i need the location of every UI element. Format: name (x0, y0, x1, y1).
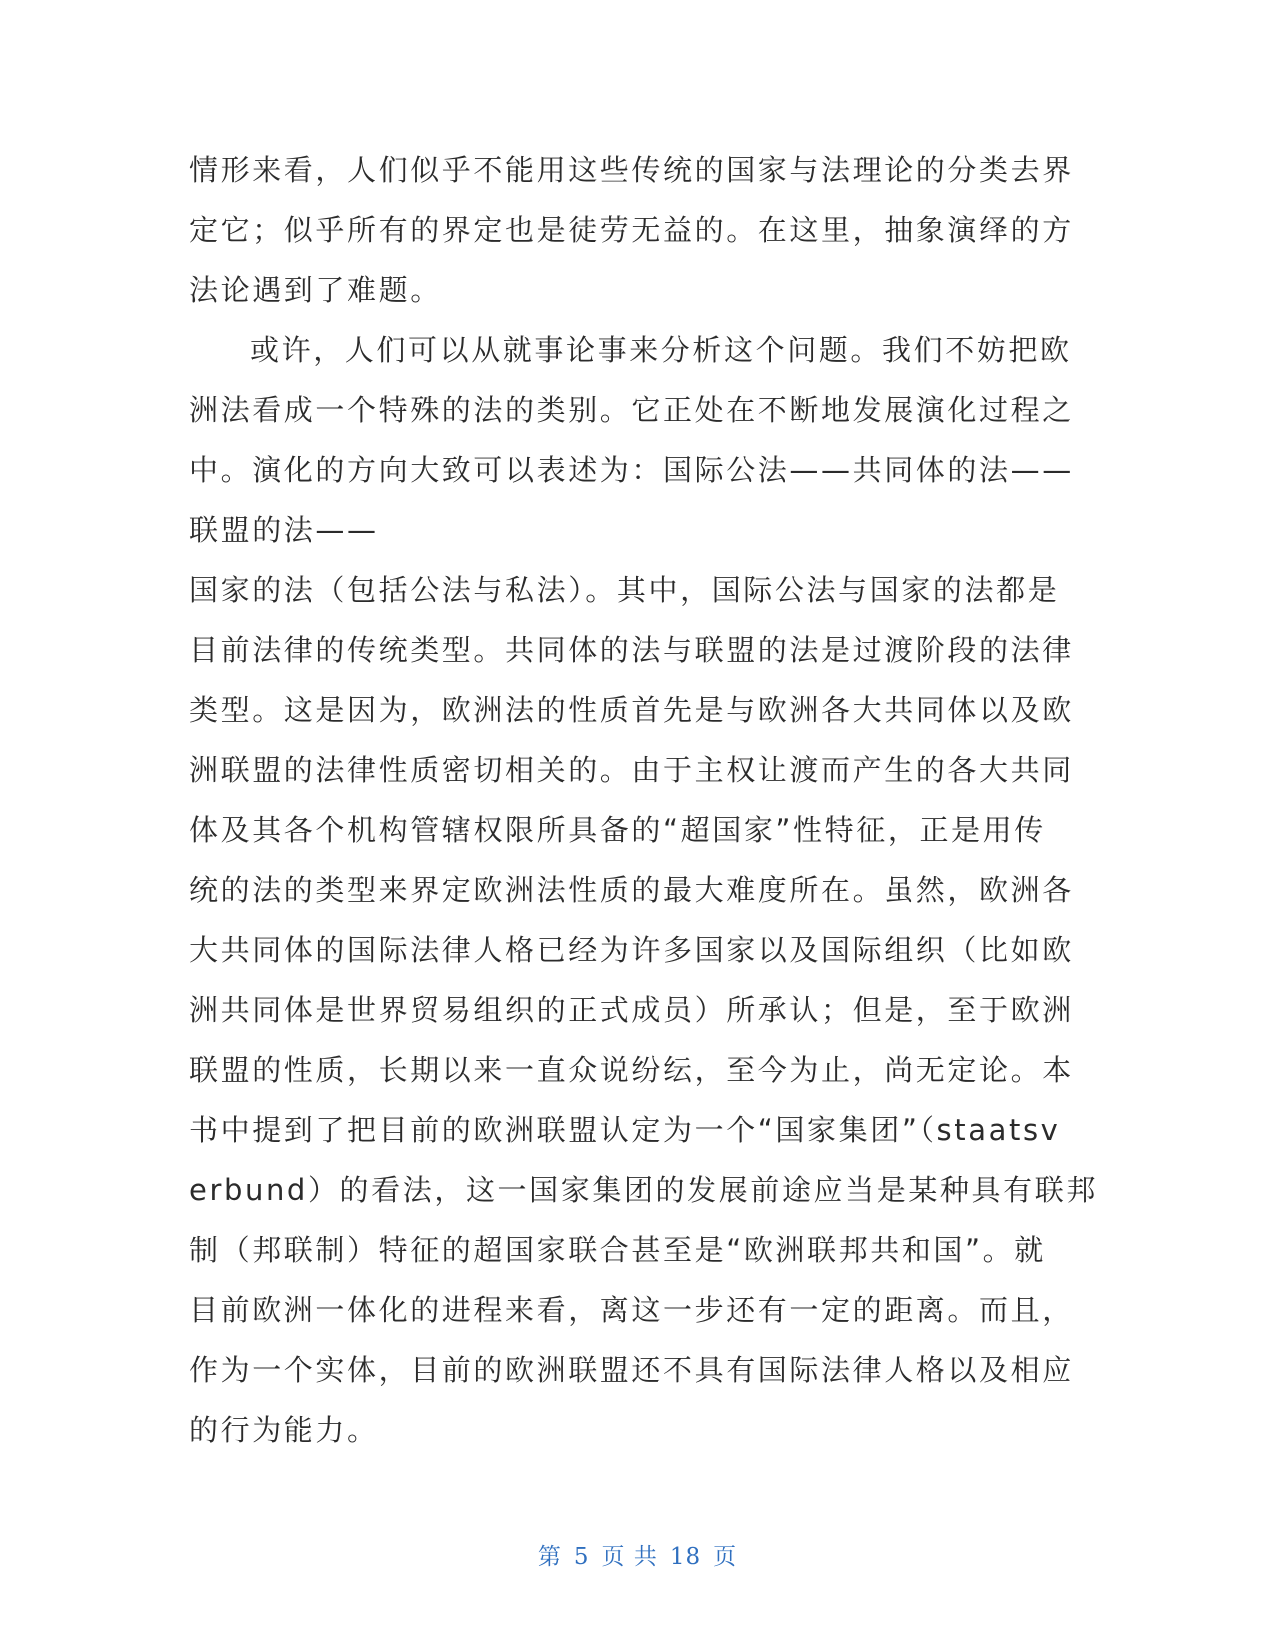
page-footer (0, 1538, 1275, 1571)
text-line: 法论遇到了难题。 (189, 273, 442, 307)
text-line: 情形来看，人们似乎不能用这些传统的国家与法理论的分类去界 (189, 153, 1074, 187)
text-line: 的行为能力。 (189, 1413, 379, 1447)
text-line: 体及其各个机构管辖权限所具备的“超国家”性特征，正是用传 (189, 813, 1046, 847)
text-line: erbund）的看法，这一国家集团的发展前途应当是某种具有联邦 (189, 1173, 1098, 1207)
text-line: 书中提到了把目前的欧洲联盟认定为一个“国家集团”（staatsv (189, 1113, 1061, 1147)
footer-suffix: 页 (713, 1544, 738, 1570)
paragraph-start-line: 或许，人们可以从就事论事来分析这个问题。我们不妨把欧 (250, 333, 1072, 367)
body-text (189, 140, 1098, 1460)
text-line: 洲法看成一个特殊的法的类别。它正处在不断地发展演化过程之 (189, 393, 1074, 427)
text-line: 中。演化的方向大致可以表述为：国际公法——共同体的法—— (189, 453, 1074, 487)
text-line: 联盟的性质，长期以来一直众说纷纭，至今为止，尚无定论。本 (189, 1053, 1074, 1087)
text-line: 洲联盟的法律性质密切相关的。由于主权让渡而产生的各大共同 (189, 753, 1074, 787)
text-line: 国家的法（包括公法与私法）。其中，国际公法与国家的法都是 (189, 573, 1060, 607)
text-line: 目前欧洲一体化的进程来看，离这一步还有一定的距离。而且， (189, 1293, 1074, 1327)
text-line: 定它；似乎所有的界定也是徒劳无益的。在这里，抽象演绎的方 (189, 213, 1074, 247)
total-pages-number: 18 (669, 1544, 702, 1570)
text-line: 作为一个实体，目前的欧洲联盟还不具有国际法律人格以及相应 (189, 1353, 1074, 1387)
text-line: 统的法的类型来界定欧洲法性质的最大难度所在。虽然，欧洲各 (189, 873, 1074, 907)
footer-prefix: 第 (537, 1544, 562, 1570)
footer-middle: 页 共 (601, 1544, 658, 1570)
text-line: 联盟的法—— (189, 513, 379, 547)
text-line: 制（邦联制）特征的超国家联合甚至是“欧洲联邦共和国”。就 (189, 1233, 1046, 1267)
text-line: 大共同体的国际法律人格已经为许多国家以及国际组织（比如欧 (189, 933, 1074, 967)
text-line: 类型。这是因为，欧洲法的性质首先是与欧洲各大共同体以及欧 (189, 693, 1074, 727)
current-page-number: 5 (573, 1544, 590, 1570)
text-line: 洲共同体是世界贸易组织的正式成员）所承认；但是，至于欧洲 (189, 993, 1074, 1027)
text-line: 目前法律的传统类型。共同体的法与联盟的法是过渡阶段的法律 (189, 633, 1074, 667)
